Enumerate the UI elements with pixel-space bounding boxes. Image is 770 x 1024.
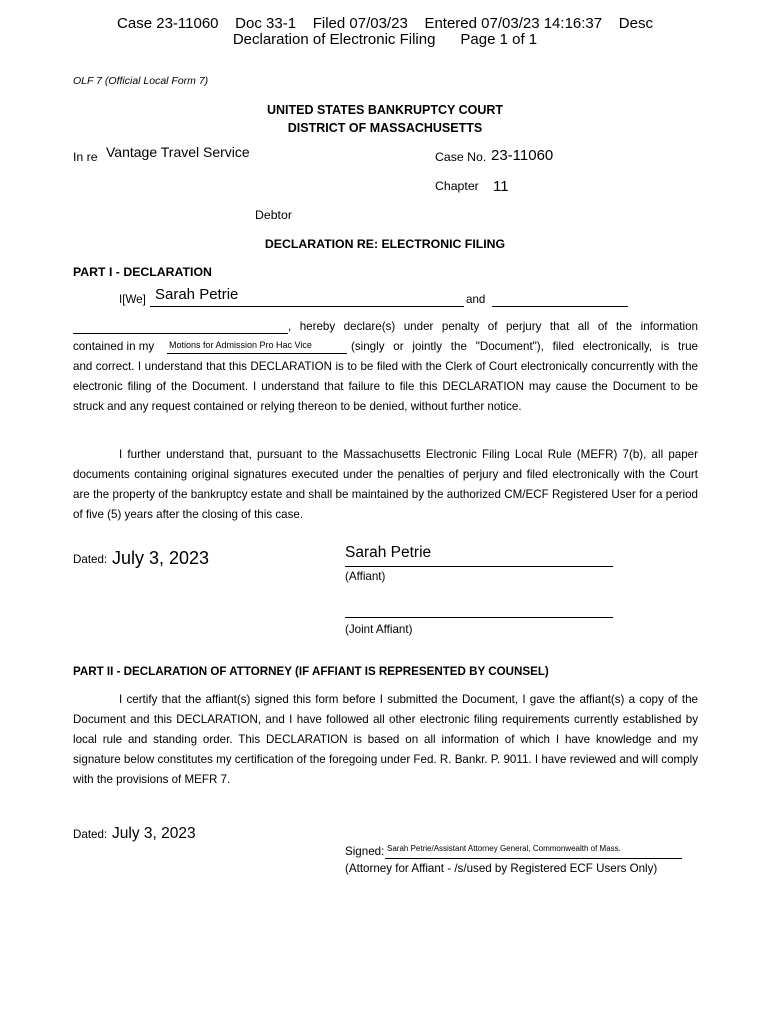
- part2-heading: PART II - DECLARATION OF ATTORNEY (IF AFFIANT IS REPRESENTED BY COUNSEL): [73, 665, 549, 678]
- part1-dated-value: July 3, 2023: [112, 548, 210, 568]
- debtor-name: Vantage Travel Service: [106, 144, 250, 160]
- joint-affiant-label: (Joint Affiant): [345, 623, 413, 636]
- debtor-label: Debtor: [255, 208, 292, 222]
- declarant-name: Sarah Petrie: [155, 286, 239, 303]
- court-district: DISTRICT OF MASSACHUSETTS: [287, 121, 483, 135]
- attorney-signature: Sarah Petrie/Assistant Attorney General, Commonwealth of Mass.: [387, 844, 621, 853]
- in-re-label: In re: [73, 150, 98, 164]
- declaration-title: DECLARATION RE: ELECTRONIC FILING: [264, 237, 506, 251]
- contained-text: contained in my: [73, 340, 155, 353]
- part1-paragraph2-text: I further understand that, pursuant to the Massachusetts Electronic Filing Local Rule (MEFR) 7(b), all paper documents containing original signatures executed under the penalties of perjury and filed electronically with the Court are the property of the bankruptcy estate and shall be maintained by the authorized CM/ECF Registered User for a period of five (5) years after the closing of this case.: [73, 448, 698, 521]
- document-name-line: [167, 353, 347, 354]
- signed-label: Signed:: [345, 845, 385, 858]
- form-id: OLF 7 (Official Local Form 7): [73, 75, 209, 87]
- filing-header-line1: Case 23-11060 Doc 33-1 Filed 07/03/23 Entered 07/03/23 14:16:37 Desc: [117, 15, 653, 32]
- court-name: UNITED STATES BANKRUPTCY COURT: [266, 103, 504, 117]
- declarant-line: [150, 306, 464, 307]
- attorney-signature-line: [385, 858, 682, 859]
- part1-body-text: and correct. I understand that this DECLARATION is to be filed with the Clerk of Court electronically concurrently with the electronic filing of the Document. I understand that failure to file this DECLARATION may cause the Document to be struck and any request contained or relying thereon to be denied, without further notice.: [73, 360, 698, 413]
- part2-paragraph: [73, 690, 698, 790]
- case-no-label: Case No.: [435, 150, 487, 164]
- iwe-label: I[We]: [119, 293, 146, 306]
- chapter-label: Chapter: [435, 179, 479, 193]
- part1-body: [73, 357, 698, 417]
- affiant-label: (Affiant): [345, 570, 386, 583]
- second-name-line: [73, 333, 288, 334]
- document-name: Motions for Admission Pro Hac Vice: [169, 340, 312, 350]
- filing-header-line2: Declaration of Electronic Filing Page 1 of 1: [232, 31, 538, 48]
- part1-heading: PART I - DECLARATION: [73, 265, 212, 279]
- joint-affiant-signature-line: [345, 617, 613, 618]
- attorney-label: (Attorney for Affiant - /s/used by Registered ECF Users Only): [345, 862, 658, 875]
- part1-paragraph2: [73, 445, 698, 525]
- singly-text: (singly or jointly the "Document"), filed electronically, is true: [351, 340, 698, 353]
- part2-dated-value: July 3, 2023: [112, 825, 196, 842]
- part2-dated-label: Dated:: [73, 828, 108, 841]
- second-declarant-line: [492, 306, 628, 307]
- part2-paragraph-text: I certify that the affiant(s) signed this form before I submitted the Document, I gave the affiant(s) a copy of the Document and this DECLARATION, and I have followed all other electronic filing requirements currently established by local rule and standing order. This DECLARATION is based on all information of which I have knowledge and my signature below constitutes my certification of the foregoing under Fed. R. Bankr. P. 9011. I have reviewed and will comply with the provisions of MEFR 7.: [73, 693, 698, 786]
- and-label: and: [466, 293, 486, 306]
- chapter-number: 11: [493, 178, 509, 195]
- affiant-signature-line: [345, 566, 613, 567]
- case-number: 23-11060: [491, 147, 554, 164]
- hereby-text: , hereby declare(s) under penalty of perjury that all of the information: [288, 320, 698, 333]
- affiant-signature: Sarah Petrie: [345, 544, 432, 561]
- part1-dated-label: Dated:: [73, 553, 108, 566]
